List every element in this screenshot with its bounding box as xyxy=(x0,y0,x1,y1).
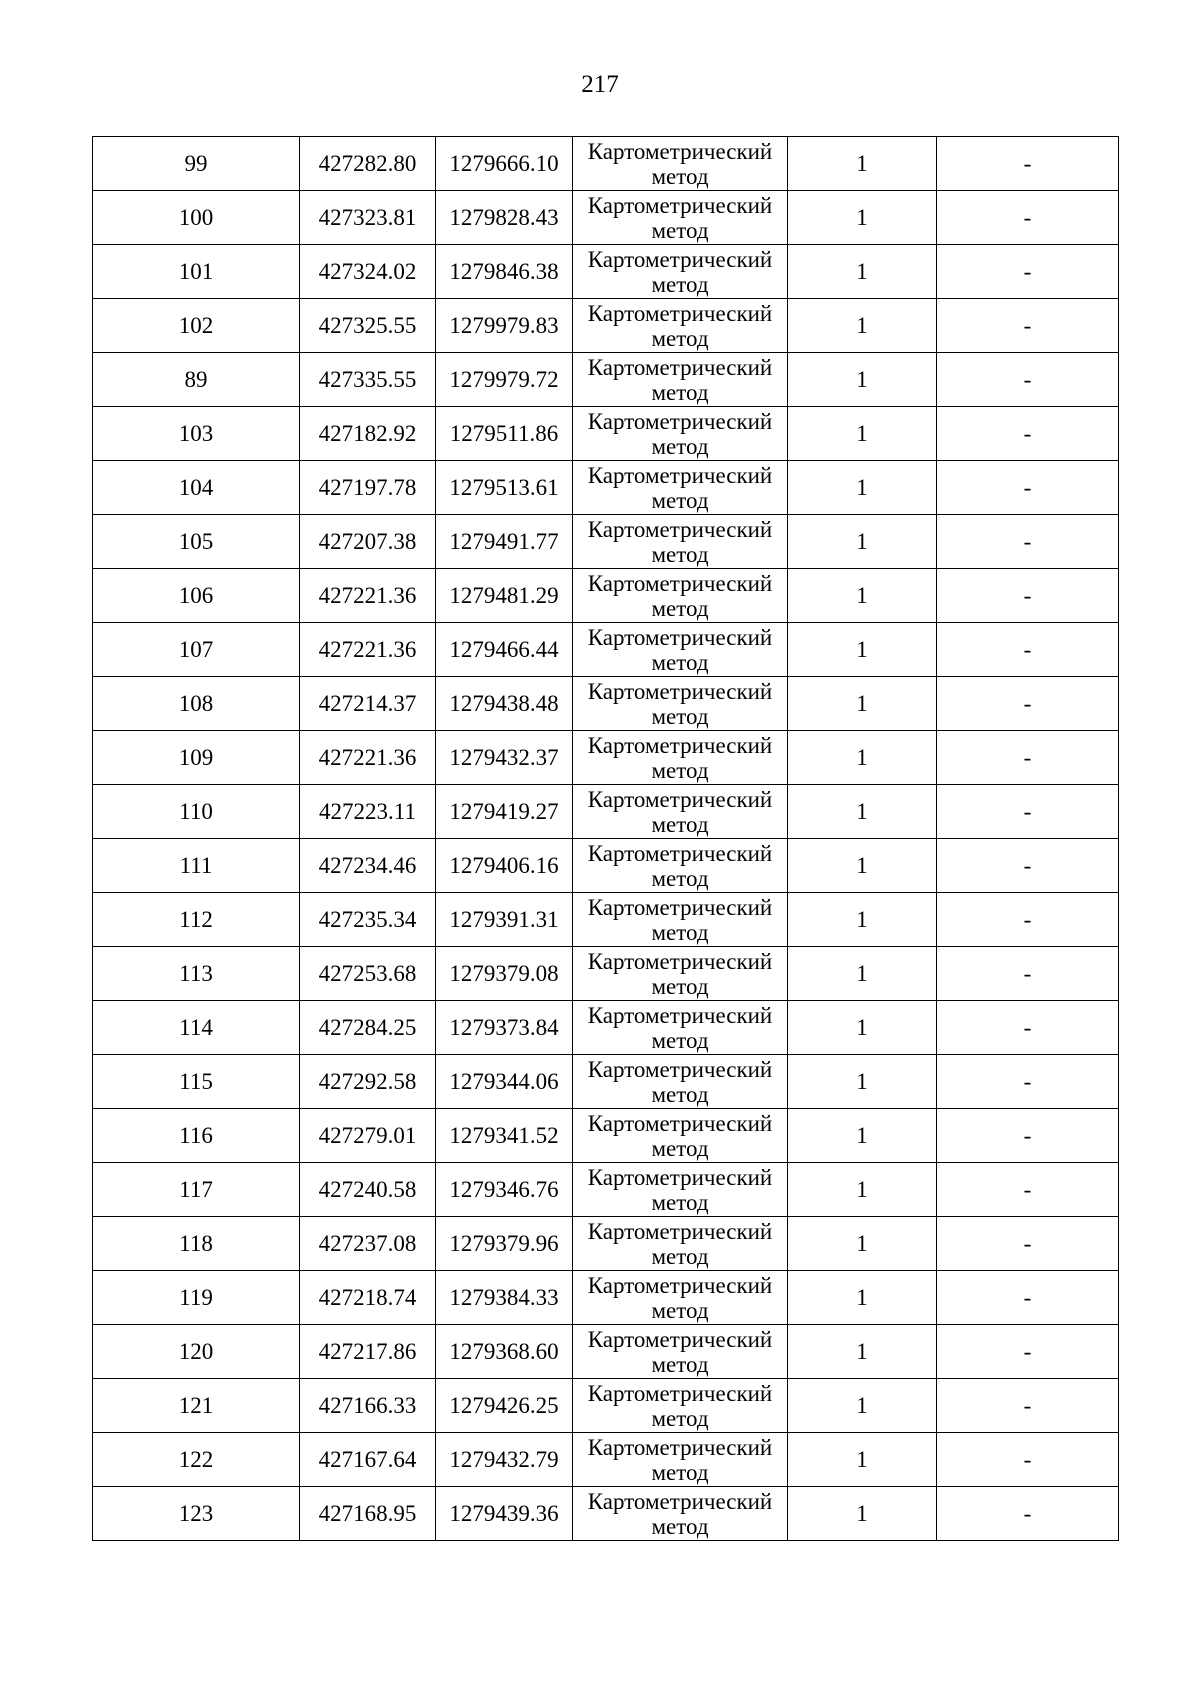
y-coordinate-cell: 1279432.79 xyxy=(436,1433,573,1487)
table-row xyxy=(93,137,1119,191)
y-coordinate-cell: 1279341.52 xyxy=(436,1109,573,1163)
method-text-line2: метод xyxy=(651,1351,709,1377)
x-coordinate-cell: 427223.11 xyxy=(300,785,436,839)
method-cell xyxy=(573,1271,788,1325)
note-cell: - xyxy=(937,785,1119,839)
method-cell xyxy=(573,947,788,1001)
y-coordinate-cell: 1279426.25 xyxy=(436,1379,573,1433)
table-row xyxy=(93,839,1119,893)
method-cell xyxy=(573,191,788,245)
x-coordinate-cell: 427279.01 xyxy=(300,1109,436,1163)
accuracy-cell: 1 xyxy=(788,245,937,299)
point-number-cell: 105 xyxy=(93,515,300,569)
note-cell: - xyxy=(937,191,1119,245)
note-cell: - xyxy=(937,1001,1119,1055)
method-text-line2: метод xyxy=(651,163,709,189)
x-coordinate-cell: 427197.78 xyxy=(300,461,436,515)
accuracy-cell: 1 xyxy=(788,1487,937,1541)
accuracy-cell: 1 xyxy=(788,515,937,569)
method-text-line1: Картометрический xyxy=(587,1380,773,1406)
method-cell xyxy=(573,245,788,299)
table-row xyxy=(93,1433,1119,1487)
method-text-line1: Картометрический xyxy=(587,138,773,164)
table-row xyxy=(93,677,1119,731)
method-cell xyxy=(573,731,788,785)
method-text-line2: метод xyxy=(651,1081,709,1107)
method-text-line1: Картометрический xyxy=(587,192,773,218)
x-coordinate-cell: 427335.55 xyxy=(300,353,436,407)
y-coordinate-cell: 1279344.06 xyxy=(436,1055,573,1109)
accuracy-cell: 1 xyxy=(788,353,937,407)
note-cell: - xyxy=(937,137,1119,191)
method-cell xyxy=(573,515,788,569)
y-coordinate-cell: 1279828.43 xyxy=(436,191,573,245)
method-cell xyxy=(573,1217,788,1271)
method-text-line1: Картометрический xyxy=(587,408,773,434)
method-text-line2: метод xyxy=(651,1027,709,1053)
point-number-cell: 89 xyxy=(93,353,300,407)
method-text-line1: Картометрический xyxy=(587,300,773,326)
accuracy-cell: 1 xyxy=(788,299,937,353)
accuracy-cell: 1 xyxy=(788,1325,937,1379)
accuracy-cell: 1 xyxy=(788,731,937,785)
method-cell xyxy=(573,677,788,731)
point-number-cell: 108 xyxy=(93,677,300,731)
method-cell xyxy=(573,137,788,191)
table-row xyxy=(93,1217,1119,1271)
method-text-line2: метод xyxy=(651,1135,709,1161)
coordinates-table-body xyxy=(93,137,1119,1541)
note-cell: - xyxy=(937,839,1119,893)
note-cell: - xyxy=(937,353,1119,407)
method-text-line2: метод xyxy=(651,919,709,945)
y-coordinate-cell: 1279373.84 xyxy=(436,1001,573,1055)
note-cell: - xyxy=(937,677,1119,731)
accuracy-cell: 1 xyxy=(788,461,937,515)
method-text-line2: метод xyxy=(651,271,709,297)
method-text-line1: Картометрический xyxy=(587,732,773,758)
x-coordinate-cell: 427221.36 xyxy=(300,731,436,785)
method-text-line2: метод xyxy=(651,1297,709,1323)
method-text-line1: Картометрический xyxy=(587,1002,773,1028)
method-text-line2: метод xyxy=(651,649,709,675)
method-text-line1: Картометрический xyxy=(587,1434,773,1460)
accuracy-cell: 1 xyxy=(788,1109,937,1163)
accuracy-cell: 1 xyxy=(788,1217,937,1271)
method-text-line1: Картометрический xyxy=(587,1056,773,1082)
y-coordinate-cell: 1279666.10 xyxy=(436,137,573,191)
accuracy-cell: 1 xyxy=(788,191,937,245)
note-cell: - xyxy=(937,1379,1119,1433)
y-coordinate-cell: 1279511.86 xyxy=(436,407,573,461)
point-number-cell: 122 xyxy=(93,1433,300,1487)
table-row xyxy=(93,461,1119,515)
point-number-cell: 106 xyxy=(93,569,300,623)
method-text-line1: Картометрический xyxy=(587,786,773,812)
point-number-cell: 103 xyxy=(93,407,300,461)
note-cell: - xyxy=(937,947,1119,1001)
point-number-cell: 99 xyxy=(93,137,300,191)
x-coordinate-cell: 427234.46 xyxy=(300,839,436,893)
method-text-line2: метод xyxy=(651,865,709,891)
method-text-line2: метод xyxy=(651,541,709,567)
method-text-line1: Картометрический xyxy=(587,1272,773,1298)
method-text-line2: метод xyxy=(651,757,709,783)
note-cell: - xyxy=(937,1109,1119,1163)
accuracy-cell: 1 xyxy=(788,947,937,1001)
method-text-line1: Картометрический xyxy=(587,1488,773,1514)
x-coordinate-cell: 427207.38 xyxy=(300,515,436,569)
accuracy-cell: 1 xyxy=(788,893,937,947)
point-number-cell: 112 xyxy=(93,893,300,947)
y-coordinate-cell: 1279846.38 xyxy=(436,245,573,299)
point-number-cell: 109 xyxy=(93,731,300,785)
y-coordinate-cell: 1279379.96 xyxy=(436,1217,573,1271)
table-row xyxy=(93,515,1119,569)
method-text-line2: метод xyxy=(651,325,709,351)
method-text-line1: Картометрический xyxy=(587,624,773,650)
x-coordinate-cell: 427235.34 xyxy=(300,893,436,947)
method-text-line2: метод xyxy=(651,1405,709,1431)
method-text-line2: метод xyxy=(651,1243,709,1269)
y-coordinate-cell: 1279979.72 xyxy=(436,353,573,407)
table-row xyxy=(93,1109,1119,1163)
note-cell: - xyxy=(937,1217,1119,1271)
accuracy-cell: 1 xyxy=(788,677,937,731)
accuracy-cell: 1 xyxy=(788,569,937,623)
method-cell xyxy=(573,839,788,893)
method-text-line1: Картометрический xyxy=(587,570,773,596)
accuracy-cell: 1 xyxy=(788,1163,937,1217)
point-number-cell: 121 xyxy=(93,1379,300,1433)
y-coordinate-cell: 1279438.48 xyxy=(436,677,573,731)
table-row xyxy=(93,191,1119,245)
point-number-cell: 117 xyxy=(93,1163,300,1217)
method-text-line2: метод xyxy=(651,487,709,513)
coordinates-table xyxy=(92,136,1119,1541)
accuracy-cell: 1 xyxy=(788,623,937,677)
note-cell: - xyxy=(937,569,1119,623)
y-coordinate-cell: 1279491.77 xyxy=(436,515,573,569)
y-coordinate-cell: 1279419.27 xyxy=(436,785,573,839)
method-cell xyxy=(573,1379,788,1433)
point-number-cell: 114 xyxy=(93,1001,300,1055)
method-cell xyxy=(573,1055,788,1109)
x-coordinate-cell: 427282.80 xyxy=(300,137,436,191)
page-number: 217 xyxy=(581,71,619,98)
method-text-line1: Картометрический xyxy=(587,1218,773,1244)
method-cell xyxy=(573,353,788,407)
x-coordinate-cell: 427284.25 xyxy=(300,1001,436,1055)
table-row xyxy=(93,623,1119,677)
accuracy-cell: 1 xyxy=(788,1271,937,1325)
method-cell xyxy=(573,407,788,461)
x-coordinate-cell: 427292.58 xyxy=(300,1055,436,1109)
method-cell xyxy=(573,569,788,623)
x-coordinate-cell: 427217.86 xyxy=(300,1325,436,1379)
method-text-line1: Картометрический xyxy=(587,894,773,920)
table-row xyxy=(93,245,1119,299)
note-cell: - xyxy=(937,731,1119,785)
table-row xyxy=(93,407,1119,461)
method-text-line2: метод xyxy=(651,811,709,837)
table-row xyxy=(93,893,1119,947)
point-number-cell: 110 xyxy=(93,785,300,839)
method-cell xyxy=(573,1109,788,1163)
note-cell: - xyxy=(937,515,1119,569)
method-text-line1: Картометрический xyxy=(587,840,773,866)
method-text-line1: Картометрический xyxy=(587,246,773,272)
method-cell xyxy=(573,623,788,677)
accuracy-cell: 1 xyxy=(788,1001,937,1055)
y-coordinate-cell: 1279368.60 xyxy=(436,1325,573,1379)
x-coordinate-cell: 427323.81 xyxy=(300,191,436,245)
y-coordinate-cell: 1279481.29 xyxy=(436,569,573,623)
method-text-line2: метод xyxy=(651,595,709,621)
table-row xyxy=(93,299,1119,353)
table-row xyxy=(93,1379,1119,1433)
note-cell: - xyxy=(937,245,1119,299)
y-coordinate-cell: 1279439.36 xyxy=(436,1487,573,1541)
point-number-cell: 116 xyxy=(93,1109,300,1163)
table-row xyxy=(93,947,1119,1001)
point-number-cell: 107 xyxy=(93,623,300,677)
method-text-line2: метод xyxy=(651,703,709,729)
note-cell: - xyxy=(937,1055,1119,1109)
x-coordinate-cell: 427218.74 xyxy=(300,1271,436,1325)
point-number-cell: 118 xyxy=(93,1217,300,1271)
x-coordinate-cell: 427324.02 xyxy=(300,245,436,299)
y-coordinate-cell: 1279513.61 xyxy=(436,461,573,515)
y-coordinate-cell: 1279379.08 xyxy=(436,947,573,1001)
method-text-line2: метод xyxy=(651,217,709,243)
y-coordinate-cell: 1279979.83 xyxy=(436,299,573,353)
accuracy-cell: 1 xyxy=(788,839,937,893)
point-number-cell: 111 xyxy=(93,839,300,893)
table-row xyxy=(93,353,1119,407)
x-coordinate-cell: 427167.64 xyxy=(300,1433,436,1487)
x-coordinate-cell: 427214.37 xyxy=(300,677,436,731)
method-text-line2: метод xyxy=(651,1513,709,1539)
method-text-line2: метод xyxy=(651,973,709,999)
point-number-cell: 119 xyxy=(93,1271,300,1325)
note-cell: - xyxy=(937,623,1119,677)
method-cell xyxy=(573,1487,788,1541)
point-number-cell: 113 xyxy=(93,947,300,1001)
x-coordinate-cell: 427253.68 xyxy=(300,947,436,1001)
note-cell: - xyxy=(937,299,1119,353)
note-cell: - xyxy=(937,1487,1119,1541)
note-cell: - xyxy=(937,893,1119,947)
method-text-line2: метод xyxy=(651,1189,709,1215)
method-text-line1: Картометрический xyxy=(587,1110,773,1136)
accuracy-cell: 1 xyxy=(788,1433,937,1487)
method-cell xyxy=(573,785,788,839)
accuracy-cell: 1 xyxy=(788,1055,937,1109)
point-number-cell: 102 xyxy=(93,299,300,353)
note-cell: - xyxy=(937,1325,1119,1379)
point-number-cell: 123 xyxy=(93,1487,300,1541)
method-text-line1: Картометрический xyxy=(587,948,773,974)
accuracy-cell: 1 xyxy=(788,407,937,461)
method-text-line1: Картометрический xyxy=(587,678,773,704)
table-row xyxy=(93,1055,1119,1109)
table-row xyxy=(93,1001,1119,1055)
point-number-cell: 104 xyxy=(93,461,300,515)
point-number-cell: 101 xyxy=(93,245,300,299)
x-coordinate-cell: 427166.33 xyxy=(300,1379,436,1433)
accuracy-cell: 1 xyxy=(788,137,937,191)
y-coordinate-cell: 1279466.44 xyxy=(436,623,573,677)
table-row xyxy=(93,1325,1119,1379)
table-row xyxy=(93,731,1119,785)
accuracy-cell: 1 xyxy=(788,1379,937,1433)
table-row xyxy=(93,569,1119,623)
x-coordinate-cell: 427240.58 xyxy=(300,1163,436,1217)
method-text-line2: метод xyxy=(651,379,709,405)
y-coordinate-cell: 1279406.16 xyxy=(436,839,573,893)
x-coordinate-cell: 427325.55 xyxy=(300,299,436,353)
method-cell xyxy=(573,299,788,353)
x-coordinate-cell: 427221.36 xyxy=(300,569,436,623)
method-text-line1: Картометрический xyxy=(587,1164,773,1190)
x-coordinate-cell: 427168.95 xyxy=(300,1487,436,1541)
note-cell: - xyxy=(937,407,1119,461)
method-text-line1: Картометрический xyxy=(587,1326,773,1352)
x-coordinate-cell: 427237.08 xyxy=(300,1217,436,1271)
y-coordinate-cell: 1279384.33 xyxy=(436,1271,573,1325)
method-cell xyxy=(573,1433,788,1487)
accuracy-cell: 1 xyxy=(788,785,937,839)
method-text-line1: Картометрический xyxy=(587,354,773,380)
method-cell xyxy=(573,1325,788,1379)
note-cell: - xyxy=(937,1163,1119,1217)
y-coordinate-cell: 1279391.31 xyxy=(436,893,573,947)
method-text-line1: Картометрический xyxy=(587,462,773,488)
y-coordinate-cell: 1279432.37 xyxy=(436,731,573,785)
method-text-line2: метод xyxy=(651,1459,709,1485)
method-cell xyxy=(573,893,788,947)
table-row xyxy=(93,785,1119,839)
note-cell: - xyxy=(937,1271,1119,1325)
method-cell xyxy=(573,461,788,515)
x-coordinate-cell: 427182.92 xyxy=(300,407,436,461)
method-text-line1: Картометрический xyxy=(587,516,773,542)
note-cell: - xyxy=(937,1433,1119,1487)
method-text-line2: метод xyxy=(651,433,709,459)
table-row xyxy=(93,1271,1119,1325)
point-number-cell: 100 xyxy=(93,191,300,245)
table-row xyxy=(93,1163,1119,1217)
method-cell xyxy=(573,1001,788,1055)
table-row xyxy=(93,1487,1119,1541)
point-number-cell: 120 xyxy=(93,1325,300,1379)
point-number-cell: 115 xyxy=(93,1055,300,1109)
x-coordinate-cell: 427221.36 xyxy=(300,623,436,677)
y-coordinate-cell: 1279346.76 xyxy=(436,1163,573,1217)
method-cell xyxy=(573,1163,788,1217)
note-cell: - xyxy=(937,461,1119,515)
